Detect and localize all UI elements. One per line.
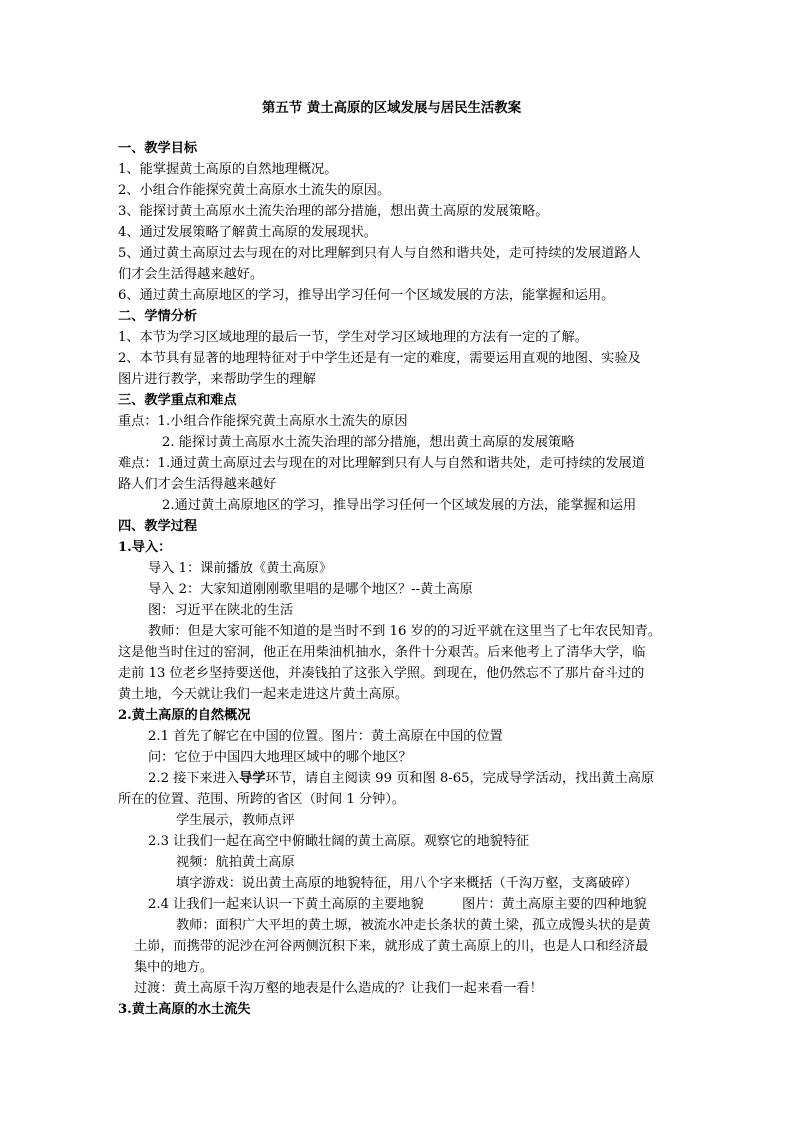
intro-line-1: 导入 1：课前播放《黄土高原》 [148, 561, 333, 576]
analysis-line-2: 2、本节具有显著的地理特征对于中学生还是有一定的难度，需要运用直观的地图、实验及 [118, 351, 641, 366]
nature-line-6: 2.3 让我们一起在高空中俯瞰壮阔的黄土高原。观察它的地貌特征 [148, 834, 530, 849]
difficulty-line-1: 难点：1.通过黄土高原过去与现在的对比理解到只有人与自然和谐共处，走可持续的发展道 [118, 456, 645, 471]
keypoint-line-1: 重点：1.小组合作能探究黄土高原水土流失的原因 [118, 414, 408, 429]
intro-line-6: 走前 13 位老乡坚持要送他，并凑钱拍了这张入学照。到现在，他仍然忘不了那片奋斗过的 [118, 666, 645, 681]
document-title: 第五节 黄土高原的区域发展与居民生活教案 [262, 100, 522, 116]
nature-line-10: 教师：面积广大平坦的黄土塬，被流水冲走长条状的黄土梁，孤立成馒头状的是黄 [176, 918, 651, 933]
goal-line-1: 1、能掌握黄土高原的自然地理概况。 [118, 162, 338, 177]
nature-line-12: 集中的地方。 [134, 960, 214, 975]
nature-line-7: 视频：航拍黄土高原 [176, 855, 295, 870]
section-heading-goals: 一、教学目标 [118, 141, 198, 156]
nature-line-3-pre: 2.2 接下来进入 [148, 771, 240, 786]
nature-line-8: 填字游戏：说出黄土高原的地貌特征，用八个字来概括（千沟万壑，支离破碎） [176, 876, 638, 891]
intro-line-7: 黄土地，今天就让我们一起来走进这片黄土高原。 [118, 687, 409, 702]
nature-line-11: 土峁，而携带的泥沙在河谷两侧沉积下来，就形成了黄土高原上的川，也是人口和经济最 [134, 939, 649, 954]
nature-line-1: 2.1 首先了解它在中国的位置。图片：黄土高原在中国的位置 [148, 729, 503, 744]
difficulty-line-1-cont: 路人们才会生活得越来越好 [118, 477, 277, 492]
section-heading-keypoints: 三、教学重点和难点 [118, 393, 237, 408]
analysis-line-1: 1、本节为学习区域地理的最后一节，学生对学习区域地理的方法有一定的了解。 [118, 330, 588, 345]
section-heading-analysis: 二、学情分析 [118, 309, 198, 324]
nature-line-2: 问：它位于中国四大地理区域中的哪个地区？ [148, 750, 412, 765]
intro-line-3: 图：习近平在陕北的生活 [148, 603, 294, 618]
goal-line-6: 6、通过黄土高原地区的学习，推导出学习任何一个区域发展的方法，能掌握和运用。 [118, 288, 615, 303]
nature-heading: 2.黄土高原的自然概况 [118, 708, 251, 723]
goal-line-5-cont: 们才会生活得越来越好。 [118, 267, 264, 282]
goal-line-3: 3、能探讨黄土高原水土流失治理的部分措施，想出黄土高原的发展策略。 [118, 204, 549, 219]
erosion-heading: 3.黄土高原的水土流失 [118, 1002, 251, 1017]
nature-line-3-post: 环节，请自主阅读 99 页和图 8-65，完成导学活动，找出黄土高原 [265, 771, 655, 786]
analysis-line-2-cont: 图片进行教学，来帮助学生的理解 [118, 372, 316, 387]
goal-line-5: 5、通过黄土高原过去与现在的对比理解到只有人与自然和谐共处，走可持续的发展道路人 [118, 246, 641, 261]
intro-heading: 1.导入： [118, 540, 172, 555]
difficulty-line-2: 2.通过黄土高原地区的学习，推导出学习任何一个区域发展的方法，能掌握和运用 [162, 498, 637, 513]
nature-line-13: 过渡：黄土高原千沟万壑的地表是什么造成的？让我们一起来看一看！ [134, 981, 543, 996]
goal-line-4: 4、通过发展策略了解黄土高原的发展现状。 [118, 225, 377, 240]
nature-line-3 [148, 769, 654, 790]
intro-line-4: 教师：但是大家可能不知道的是当时不到 16 岁的的习近平就在这里当了七年农民知青。 [148, 624, 662, 639]
nature-line-4: 所在的位置、范围、所跨的省区（时间 1 分钟）。 [118, 792, 406, 807]
nature-line-9b: 图片：黄土高原主要的四种地貌 [462, 897, 647, 912]
nature-line-3-bold: 导学 [239, 771, 266, 786]
section-heading-process: 四、教学过程 [118, 519, 198, 534]
nature-line-9a: 2.4 让我们一起来认识一下黄土高原的主要地貌 [148, 897, 424, 912]
nature-line-5: 学生展示，教师点评 [176, 813, 295, 828]
keypoint-line-2: 2. 能探讨黄土高原水土流失治理的部分措施，想出黄土高原的发展策略 [162, 435, 575, 450]
intro-line-2: 导入 2：大家知道刚刚歌里唱的是哪个地区？--黄土高原 [148, 582, 473, 597]
intro-line-5: 这是他当时住过的窑洞，他正在用柴油机抽水，条件十分艰苦。后来他考上了清华大学，临 [118, 645, 646, 660]
goal-line-2: 2、小组合作能探究黄土高原水土流失的原因。 [118, 183, 391, 198]
